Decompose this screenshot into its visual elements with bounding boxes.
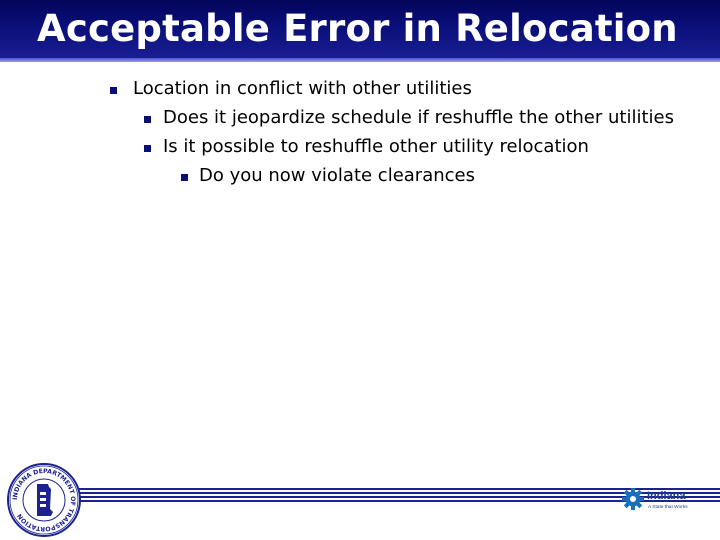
logo-tagline: A State that Works	[648, 505, 688, 510]
bullet-item-level2: Does it jeopardize schedule if reshuffle the other utilities	[163, 107, 674, 128]
title-bar	[0, 0, 720, 62]
bullet-item-level2: Is it possible to reshuffle other utility relocation	[163, 136, 589, 157]
indiana-logo	[620, 482, 720, 516]
gear-icon	[620, 482, 720, 516]
bullet-item-level1: Location in conflict with other utilities	[133, 78, 472, 99]
logo-word: Indiana	[647, 490, 686, 502]
indot-seal-logo	[6, 462, 82, 538]
bullet-square-icon	[144, 145, 151, 152]
seal-text: INDIANA DEPARTMENT OF TRANSPORTATION	[11, 467, 77, 533]
bullet-item-level3: Do you now violate clearances	[199, 165, 475, 186]
bullet-square-icon	[110, 87, 117, 94]
bullet-square-icon	[181, 174, 188, 181]
bullet-square-icon	[144, 116, 151, 123]
slide-title: Acceptable Error in Relocation	[37, 7, 678, 50]
